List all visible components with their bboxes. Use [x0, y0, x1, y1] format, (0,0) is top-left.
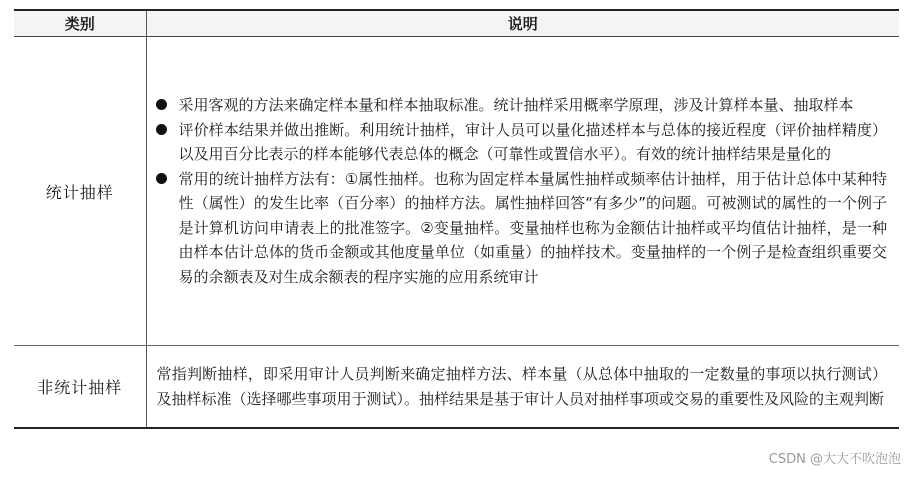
bullet-text: 采用客观的方法来确定样本量和样本抽取标准。统计抽样采用概率学原理，涉及计算样本量、抽取样本 [178, 96, 854, 114]
sampling-methods-table [14, 9, 899, 429]
bullet-icon [156, 99, 167, 110]
description-cell-non-statistical [146, 346, 899, 429]
bullet-text: 评价样本结果并做出推断。利用统计抽样，审计人员可以量化描述样本与总体的接近程度（评价抽样精度）以及用百分比表示的样本能够代表总体的概念（可靠性或置信水平）。有效的统计抽样结果是量化的 [178, 120, 887, 163]
bullet-icon [156, 124, 167, 135]
header-category: 类别 [14, 10, 146, 37]
header-description: 说明 [146, 10, 899, 37]
category-cell-non-statistical: 非统计抽样 [14, 346, 146, 429]
bullet-icon [156, 173, 167, 184]
watermark-text: CSDN @大大不吹泡泡 [768, 452, 901, 467]
bullet-text: 常用的统计抽样方法有：①属性抽样。也称为固定样本量属性抽样或频率估计抽样，用于估计总体中某种特性（属性）的发生比率（百分率）的抽样方法。属性抽样回答“有多少”的问题。可被测试的属性的一个例子是计算机访问申请表上的批准签字。②变量抽样。变量抽样也称为金额估计抽样或平均值估计抽样，是一种由样本估计总体的货币金额或其他度量单位（如重量）的抽样技术。变量抽样的一个例子是检查组织重要交易的余额表及对生成余额表的程序实施的应用系统审计 [178, 169, 887, 286]
table-row-statistical-sampling [14, 37, 899, 346]
description-cell-statistical [146, 37, 899, 346]
non-statistical-description-text: 常指判断抽样，即采用审计人员判断来确定抽样方法、样本量（从总体中抽取的一定数量的事项以执行测试）及抽样标准（选择哪些事项用于测试）。抽样结果是基于审计人员对抽样事项或交易的重要性及风险的主观判断 [156, 365, 887, 408]
statistical-bullet-list [147, 93, 900, 289]
list-item [153, 93, 888, 118]
category-cell-statistical: 统计抽样 [14, 37, 146, 346]
list-item [153, 118, 888, 167]
table-header-row [14, 10, 899, 37]
list-item [153, 167, 888, 290]
table-row-non-statistical-sampling [14, 346, 899, 429]
